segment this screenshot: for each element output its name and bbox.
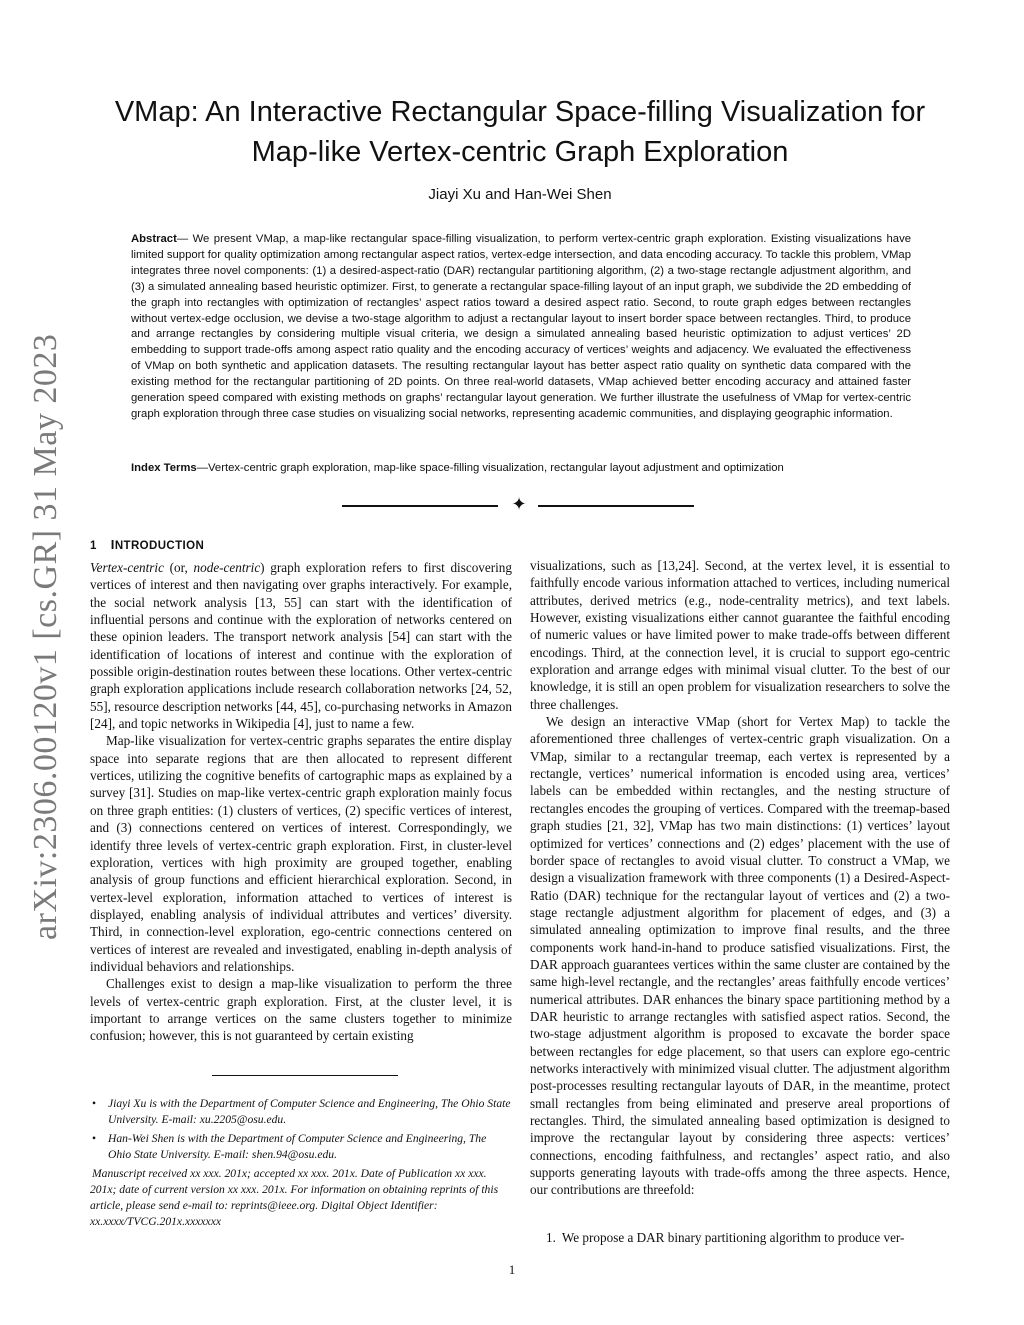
abstract-label: Abstract	[131, 233, 177, 245]
intro-p1-mid: (or,	[163, 560, 194, 575]
intro-paragraph-1	[90, 559, 512, 732]
manuscript-info: Manuscript received xx xxx. 201x; accepted xx xxx. 201x. Date of Publication xx xxx. 201x; date of current version xx xxx. 201x. For information on obtaining reprints of this article, please send e-mail to: reprints@ieee.org. Digital Object Identifier: xx.xxxx/TVCG.201x.xxxxxxx	[90, 1167, 499, 1228]
index-terms-label: Index Terms	[131, 462, 197, 474]
paper-authors: Jiayi Xu and Han-Wei Shen	[428, 186, 612, 203]
intro-paragraph-4: visualizations, such as [13,24]. Second, at the vertex level, it is essential to faithfully encode various information attached to vertices, including numerical attributes, derived metrics (e.g., node-centrality metrics), and text labels. However, existing visualizations either cannot guarantee the faithful encoding of numeric values or have limited power to make trade-offs between different encodings. Third, at the connection level, it is crucial to support ego-centric exploration and arrange edges with minimal visual clutter. To the best of our knowledge, it is still an open problem for visualization researchers to solve the three challenges.	[530, 558, 950, 712]
bullet-icon: •	[92, 1132, 97, 1145]
section-title-rest: NTRODUCTION	[114, 540, 205, 552]
author-footnotes	[90, 1096, 512, 1166]
page-number: 1	[508, 1262, 516, 1277]
separator-rule-right	[538, 505, 694, 507]
section-heading-introduction	[90, 537, 204, 552]
footnote-text: Han-Wei Shen is with the Department of Computer Science and Engineering, The Ohio State University. E-mail: shen.94@osu.edu.	[108, 1132, 487, 1161]
abstract-text: — We present VMap, a map-like rectangular space-filling visualization, to perform vertex-centric graph exploration. Existing visualizations have limited support for quality optimization among rectangular aspect ratios, vertex-edge intersection, and data encoding accuracy. To tackle this problem, VMap integrates three novel components: (1) a desired-aspect-ratio (DAR) rectangular partitioning algorithm, (2) a two-stage rectangle adjustment algorithm, and (3) a simulated annealing based heuristic optimizer. First, to generate a rectangular space-filling layout of an input graph, we subdivide the 2D embedding of the graph into rectangles with optimization of rectangles’ aspect ratios toward a desired aspect ratio. Second, to route graph edges between rectangles without vertex-edge occlusion, we devise a two-stage algorithm to adjust a rectangular layout to insert border space between rectangles. Third, to produce and arrange rectangles by considering multiple visual criteria, we design a simulated annealing based heuristic optimization to adjust vertices’ 2D embedding to support trade-offs among aspect ratio quality and the encoding accuracy of vertices’ weights and adjacency. We evaluated the effectiveness of VMap on both synthetic and application datasets. The resulting rectangular layout has better aspect ratio quality on synthetic data compared with the existing method for the rectangular partitioning of 2D points. On three real-world datasets, VMap achieved better encoding accuracy and attained faster generation speed compared with existing methods on graphs’ rectangular layout generation. We further illustrate the usefulness of VMap for vertex-centric graph exploration through three case studies on visualizing social networks, representing academic communities, and displaying geographic information.	[131, 233, 911, 420]
separator-rule-left	[342, 505, 498, 507]
arxiv-identifier-stamp: arXiv:2306.00120v1 [cs.GR] 31 May 2023	[27, 333, 64, 940]
intro-p1-rest: ) graph exploration refers to first discovering vertices of interest and then navigating over graphs interactively. For example, the social network analysis [13, 55] can start with the identification of influential persons and continue with the exploration of networks centered on these opinion leaders. The transport network analysis [54] can start with the identification of locations of interest and continue with the exploration of possible origin-destination routes between these locations. Other vertex-centric graph exploration applications include research collaboration networks [24, 52, 55], resource description networks [44, 45], co-purchasing networks in Amazon [24], and topic networks in Wikipedia [4], just to name a few.	[90, 560, 512, 732]
section-title-initial: I	[110, 537, 115, 552]
index-terms	[131, 461, 911, 477]
bullet-icon: •	[92, 1097, 97, 1110]
right-column	[530, 557, 950, 1199]
footnote-text: Jiayi Xu is with the Department of Computer Science and Engineering, The Ohio State University. E-mail: xu.2205@osu.edu.	[108, 1097, 511, 1126]
contribution-list-item-1	[546, 1229, 950, 1246]
abstract	[131, 232, 911, 423]
footnote-item	[90, 1096, 512, 1128]
term-node-centric: node-centric	[193, 560, 261, 575]
intro-paragraph-5: We design an interactive VMap (short for Vertex Map) to tackle the aforementioned three challenges of vertex-centric graph visualization. On a VMap, similar to a rectangular treemap, each vertex is represented by a rectangle, vertices’ numerical information is encoded using area, vertices’ labels can be embedded within rectangles, and the nesting structure of rectangles encodes the grouping of vertices. Compared with the treemap-based graph studies [21, 32], VMap has two main distinctions: (1) vertices’ layout optimized for vertices’ connections and (2) edges’ placement with the use of border space of rectangles to avoid visual clutter. To construct a VMap, we design a visualization framework with three components (1) a Desired-Aspect-Ratio (DAR) technique for the rectangular layout of vertices and (2) a two-stage rectangle adjustment algorithm for placement of edges, and (3) a simulated annealing optimization to improve final results, and the three components work hand-in-hand to produce satisfied visualizations. First, the DAR approach guarantees vertices within the same cluster are contained by the same high-level rectangle, and the rectangles’ areas faithfully encode vertices’ numerical attributes. DAR enhances the binary space partitioning method by a DAR heuristic to arrange rectangles with satisfied aspect ratios. Second, the two-stage adjustment algorithm is proposed to excavate the border space between rectangles for edge placement, so that users can explore ego-centric networks interactively with minimized visual clutter. The adjustment algorithm post-processes resulting rectangular layouts of DAR, in the meantime, protect small rectangles from being eliminated and preserve areal proportions of rectangles. Third, the simulated annealing based optimization is designed to improve the rectangular layout by considering three aspects: vertices’ connections, encoding faithfulness, and rectangles’ aspect ratio, and also supports generating layouts with trade-offs among the three aspects. Hence, our contributions are threefold:	[530, 714, 950, 1198]
list-number: 1.	[546, 1230, 556, 1245]
intro-paragraph-2: Map-like visualization for vertex-centric graphs separates the entire display space into separate regions that are then allocated to represent different vertices, utilizing the cognitive benefits of cartographic maps as explained by a survey [31]. Studies on map-like vertex-centric graph exploration mainly focus on three graph entities: (1) clusters of vertices, (2) specific vertices of interest, and (3) connections centered on vertices of interest. Correspondingly, we identify three levels of vertex-centric graph exploration. First, in cluster-level exploration, vertices with high proximity are grouped together, enabling analysis of group functions and efficient hierarchical exploration. Second, in vertex-level exploration, information attached to vertices of interest is displayed, enabling analysis of individual attributes and vertices’ diversity. Third, in connection-level exploration, ego-centric connections centered on vertices of interest are revealed and investigated, enabling in-depth analysis of individual behaviors and relationships.	[90, 733, 512, 974]
list-item-text: We propose a DAR binary partitioning algorithm to produce ver-	[561, 1230, 905, 1245]
footnote-item	[90, 1131, 512, 1163]
section-number: 1	[90, 540, 97, 552]
left-column	[90, 559, 512, 1045]
intro-paragraph-3: Challenges exist to design a map-like visualization to perform the three levels of vertex-centric graph exploration. First, at the cluster level, it is important to arrange vertices on the same clusters together to minimize confusion; however, this is not guaranteed by certain existing	[90, 976, 512, 1044]
index-terms-text: —Vertex-centric graph exploration, map-like space-filling visualization, rectangular layout adjustment and optimization	[196, 462, 784, 474]
separator-star-icon: ✦	[511, 494, 527, 515]
paper-title-line-1: VMap: An Interactive Rectangular Space-filling Visualization for	[114, 96, 926, 128]
paper-title-line-2: Map-like Vertex-centric Graph Exploration	[251, 136, 789, 168]
paper-title	[70, 92, 970, 172]
term-vertex-centric: Vertex-centric	[90, 560, 164, 575]
footnote-rule	[212, 1075, 398, 1076]
